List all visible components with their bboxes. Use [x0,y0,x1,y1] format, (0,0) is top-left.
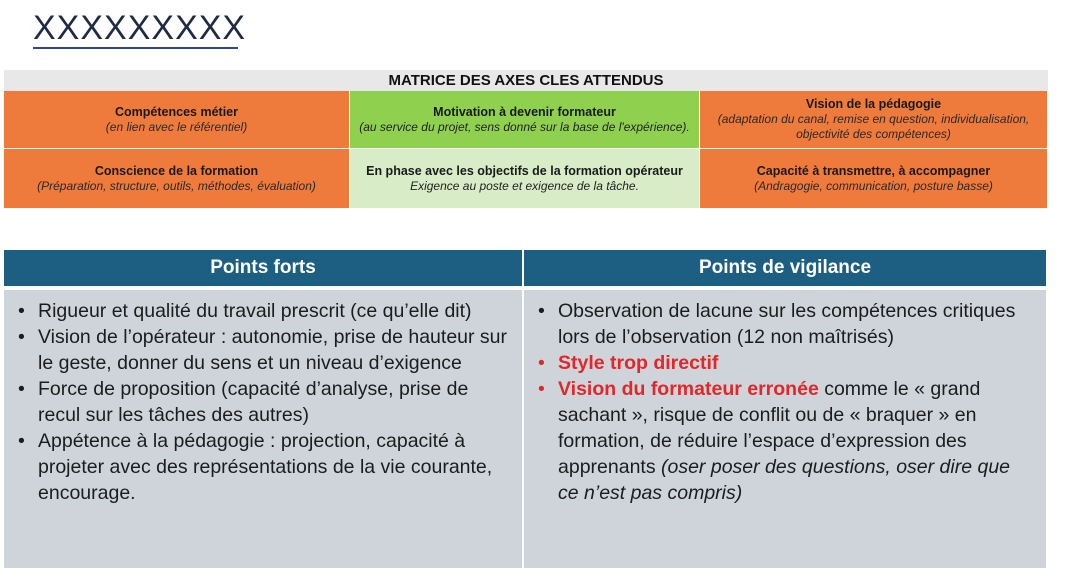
cell-subtext: Exigence au poste et exigence de la tâche. [410,178,639,193]
matrix-cell-motivation [350,91,700,149]
cell-heading: En phase avec les objectifs de la formation opérateur [366,163,683,178]
points-vigilance-header: Points de vigilance [524,250,1048,286]
alert-text: Style trop directif [558,352,719,374]
list-item-alert [536,376,1036,506]
item-italic-note: (oser poser des questions, oser dire que ce n’est pas compris) [558,456,1011,504]
points-table [4,250,1048,568]
cell-subtext: (Andragogie, communication, posture basse) [754,178,993,193]
title-underline [33,47,238,49]
points-forts-body [4,286,524,568]
alert-text: Vision du formateur erronée [558,378,819,400]
list-item: • Appétence à la pédagogie : projection, capacité à projeter avec des représentations de la vie courante, encourage. [16,428,512,506]
item-text: comme le « grand sachant », risque de conflit ou de « braquer » en formation, de réduire l’espace d’expression des apprenants [558,378,981,478]
matrix-cell-competences [4,91,350,149]
cell-heading: Motivation à devenir formateur [433,104,616,119]
matrix-cell-transmettre [700,149,1048,209]
list-item: • Observation de lacune sur les compétences critiques lors de l’observation (12 non maîtrisés) [536,298,1036,350]
cell-subtext: (adaptation du canal, remise en question, individualisation, objectivité des compétences) [717,112,1030,141]
points-forts-list [16,298,512,506]
points-vigilance-list [536,298,1036,506]
points-vigilance-body [524,286,1048,568]
cell-heading: Compétences métier [115,104,238,119]
cell-subtext: (en lien avec le référentiel) [105,119,248,134]
list-item: • Force de proposition (capacité d’analyse, prise de recul sur les tâches des autres) [16,376,512,428]
cell-heading: Conscience de la formation [94,163,259,178]
cell-subtext: (Préparation, structure, outils, méthodes, évaluation) [37,178,316,193]
matrix-cell-objectifs [350,149,700,209]
cell-subtext: (au service du projet, sens donné sur la base de l'expérience). [359,119,690,134]
matrix-table [4,70,1048,209]
cell-heading: Vision de la pédagogie [805,97,942,111]
page-title: XXXXXXXXX [33,9,247,47]
matrix-header: MATRICE DES AXES CLES ATTENDUS [4,70,1048,91]
cell-heading: Capacité à transmettre, à accompagner [756,163,991,178]
list-item-alert [536,350,1036,376]
matrix-cell-pedagogie [700,91,1048,149]
points-forts-header: Points forts [4,250,524,286]
list-item: • Rigueur et qualité du travail prescrit (ce qu’elle dit) [16,298,512,324]
list-item: • Vision de l’opérateur : autonomie, prise de hauteur sur le geste, donner du sens et un niveau d’exigence [16,324,512,376]
matrix-cell-conscience [4,149,350,209]
matrix-grid [4,91,1048,209]
